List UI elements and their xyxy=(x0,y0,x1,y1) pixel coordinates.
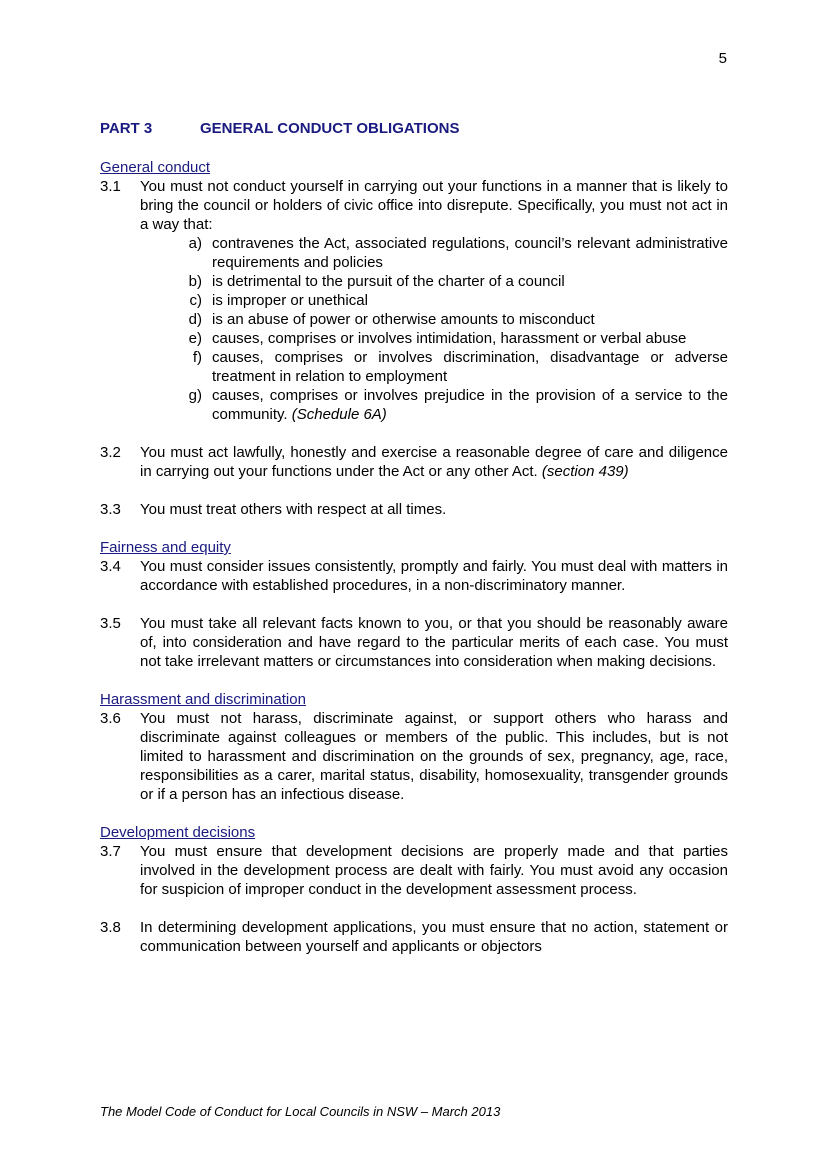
clause-text xyxy=(140,443,728,481)
list-item xyxy=(140,272,728,291)
legal-reference: (Schedule 6A) xyxy=(291,406,387,423)
list-text: is improper or unethical xyxy=(212,292,368,309)
clause-number: 3.3 xyxy=(100,501,121,518)
list-text xyxy=(212,386,728,424)
clause-number: 3.4 xyxy=(100,558,121,575)
legal-reference: (section 439) xyxy=(541,463,629,480)
list-letter: e) xyxy=(188,330,202,347)
clause-3-1-list xyxy=(140,234,728,424)
clause-3-6 xyxy=(100,709,728,804)
section-heading-harassment: Harassment and discrimination xyxy=(100,691,306,708)
clause-number: 3.5 xyxy=(100,615,121,632)
section-heading-development: Development decisions xyxy=(100,824,256,841)
part-title: GENERAL CONDUCT OBLIGATIONS xyxy=(200,120,460,137)
clause-text xyxy=(140,177,728,424)
clause-3-2 xyxy=(100,443,728,481)
list-item xyxy=(140,291,728,310)
clause-intro: You must not conduct yourself in carrying out your functions in a manner that is likely to bring the council or holders of civic office into disrepute. Specifically, you must not act in a way that: xyxy=(140,178,728,233)
clause-text: In determining development applications, you must ensure that no action, statement or communication between yourself and applicants or objectors xyxy=(140,919,728,955)
clause-number: 3.8 xyxy=(100,919,121,936)
list-item xyxy=(140,329,728,348)
list-text: contravenes the Act, associated regulations, council’s relevant administrative requirements and policies xyxy=(212,235,728,271)
list-item xyxy=(140,386,728,424)
list-text: is detrimental to the pursuit of the charter of a council xyxy=(212,273,565,290)
clause-text: You must ensure that development decisions are properly made and that parties involved in the development process are dealt with fairly. You must avoid any occasion for suspicion of improper conduct in the development assessment process. xyxy=(140,843,728,898)
section-heading-fairness: Fairness and equity xyxy=(100,539,231,556)
clause-3-1 xyxy=(100,177,728,424)
clause-number: 3.7 xyxy=(100,843,121,860)
part-heading xyxy=(100,120,459,137)
list-letter: c) xyxy=(189,292,202,309)
list-letter: b) xyxy=(188,273,202,290)
part-number: PART 3 xyxy=(100,120,153,137)
document-body xyxy=(100,158,728,956)
list-text-body: causes, comprises or involves prejudice in the provision of a service to the community. xyxy=(212,387,728,423)
page-number: 5 xyxy=(718,50,727,67)
clause-text: You must not harass, discriminate against, or support others who harass and discriminate against colleagues or members of the public. This includes, but is not limited to harassment and discrimination on the grounds of sex, pregnancy, age, race, responsibilities as a carer, marital status, disability, homosexuality, transgender grounds or if a person has an infectious disease. xyxy=(140,710,728,803)
clause-3-7 xyxy=(100,842,728,899)
clause-3-5 xyxy=(100,614,728,671)
clause-body: You must act lawfully, honestly and exercise a reasonable degree of care and diligence in carrying out your functions under the Act or any other Act. xyxy=(140,444,728,480)
list-letter: d) xyxy=(188,311,202,328)
list-letter: f) xyxy=(192,349,202,366)
clause-3-3 xyxy=(100,500,728,519)
section-heading-general-conduct: General conduct xyxy=(100,159,211,176)
list-item xyxy=(140,348,728,386)
clause-number: 3.6 xyxy=(100,710,121,727)
clause-number: 3.2 xyxy=(100,444,121,461)
clause-text: You must consider issues consistently, promptly and fairly. You must deal with matters in accordance with established procedures, in a non-discriminatory manner. xyxy=(140,558,728,594)
list-item xyxy=(140,310,728,329)
list-text: causes, comprises or involves intimidation, harassment or verbal abuse xyxy=(212,330,687,347)
list-letter: a) xyxy=(188,235,202,252)
list-letter: g) xyxy=(188,387,202,404)
clause-text: You must take all relevant facts known to you, or that you should be reasonably aware of, into consideration and have regard to the particular merits of each case. You must not take irrelevant matters or circumstances into consideration when making decisions. xyxy=(140,615,728,670)
clause-text: You must treat others with respect at all times. xyxy=(140,501,447,518)
clause-3-4 xyxy=(100,557,728,595)
clause-number: 3.1 xyxy=(100,178,121,195)
page-footer: The Model Code of Conduct for Local Councils in NSW – March 2013 xyxy=(100,1104,501,1119)
list-text: is an abuse of power or otherwise amounts to misconduct xyxy=(212,311,595,328)
list-text: causes, comprises or involves discrimination, disadvantage or adverse treatment in relation to employment xyxy=(212,349,728,385)
list-item xyxy=(140,234,728,272)
clause-3-8 xyxy=(100,918,728,956)
